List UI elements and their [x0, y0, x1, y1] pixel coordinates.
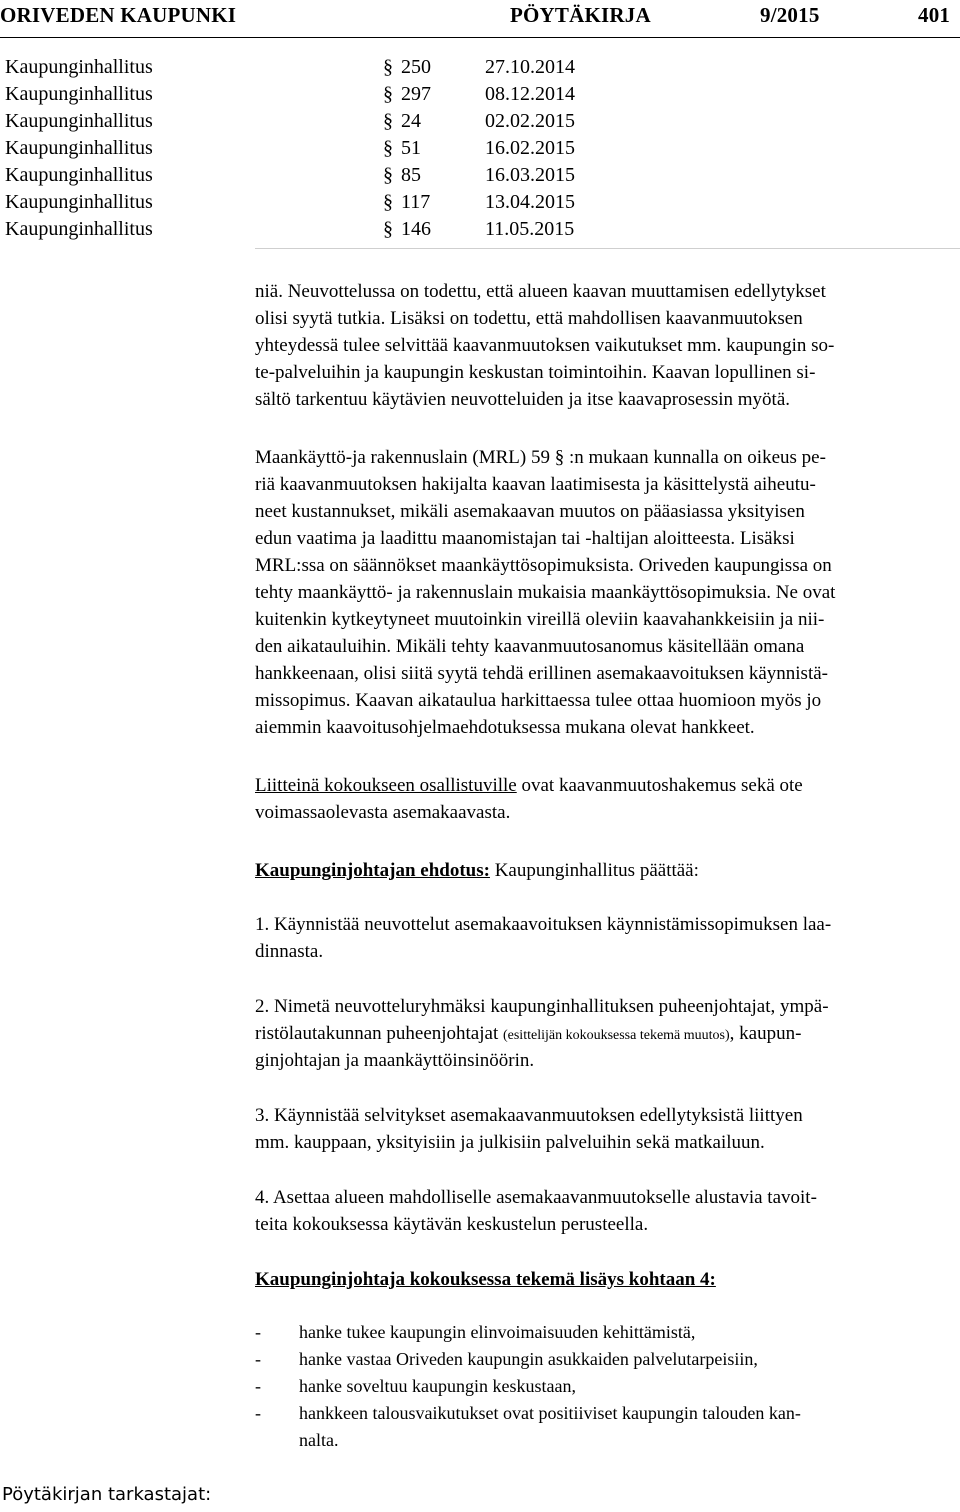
item-4-line-1: 4. Asettaa alueen mahdolliselle asemakaavanmuutokselle alustavia tavoit- — [255, 1187, 817, 1208]
item-2-line-1: 2. Nimetä neuvotteluryhmäksi kaupunginhallituksen puheenjohtajat, ympä- — [255, 996, 829, 1017]
meeting-body: Kaupunginhallitus — [5, 83, 153, 105]
bullet-dash: - — [255, 1349, 261, 1369]
meeting-date: 08.12.2014 — [485, 83, 575, 105]
meeting-date: 13.04.2015 — [485, 191, 575, 213]
section-sign: § — [383, 83, 393, 105]
section-divider — [255, 248, 960, 249]
paragraph-line: den aikatauluihin. Mikäli tehty kaavanmuutosanomus käsitellään omana — [255, 636, 805, 657]
document-type: PÖYTÄKIRJA — [510, 3, 651, 27]
section-number: 117 — [401, 191, 431, 213]
item-2-line-3: ginjohtajan ja maankäyttöinsinöörin. — [255, 1050, 535, 1071]
paragraph-line: Maankäyttö-ja rakennuslain (MRL) 59 § :n mukaan kunnalla on oikeus pe- — [255, 447, 826, 468]
section-sign: § — [383, 110, 393, 132]
proposal-label: Kaupunginjohtajan ehdotus: — [255, 860, 490, 881]
paragraph-line: kuitenkin kytkeytyneet muutoinkin vireillä oleviin kaavahankkeisiin ja nii- — [255, 609, 825, 630]
item-1-line-2: dinnasta. — [255, 941, 324, 962]
header-divider — [0, 37, 960, 38]
issue-number: 9/2015 — [760, 3, 820, 27]
bullet-dash: - — [255, 1403, 261, 1423]
section-sign: § — [383, 164, 393, 186]
paragraph-line: hankkeenaan, olisi siitä syytä tehdä erillinen asemakaavoituksen käynnistä- — [255, 663, 828, 684]
paragraph-line: niä. Neuvottelussa on todettu, että alueen kaavan muuttamisen edellytykset — [255, 281, 826, 302]
paragraph-line: missopimus. Kaavan aikataulua harkittaessa tulee ottaa huomioon myös jo — [255, 690, 822, 711]
meeting-body: Kaupunginhallitus — [5, 110, 153, 132]
bullet-dash: - — [255, 1376, 261, 1396]
bullet-text: hanke vastaa Oriveden kaupungin asukkaiden palvelutarpeisiin, — [299, 1349, 758, 1369]
section-sign: § — [383, 191, 393, 213]
paragraph-line: aiemmin kaavoitusohjelmaehdotuksessa mukana olevat hankkeet. — [255, 717, 755, 738]
bullet-text: nalta. — [299, 1430, 339, 1450]
section-number: 146 — [401, 218, 431, 240]
item-3-line-2: mm. kauppaan, yksityisiin ja julkisiin palveluihin sekä matkailuun. — [255, 1132, 765, 1153]
organization-name: ORIVEDEN KAUPUNKI — [0, 3, 237, 27]
paragraph-line: te-palveluihin ja kaupungin keskustan toimintoihin. Kaavan lopullinen si- — [255, 362, 816, 383]
bullet-dash: - — [255, 1322, 261, 1342]
addition-heading: Kaupunginjohtaja kokouksessa tekemä lisäys kohtaan 4: — [255, 1269, 716, 1290]
meeting-body: Kaupunginhallitus — [5, 137, 153, 159]
meeting-date: 02.02.2015 — [485, 110, 575, 132]
paragraph-line: sältö tarkentuu käytävien neuvotteluiden ja itse kaavaprosessin myötä. — [255, 389, 791, 410]
meeting-date: 27.10.2014 — [485, 56, 575, 78]
meeting-body: Kaupunginhallitus — [5, 56, 153, 78]
meeting-date: 16.02.2015 — [485, 137, 575, 159]
bullet-text: hanke tukee kaupungin elinvoimaisuuden kehittämistä, — [299, 1322, 696, 1342]
item-2-line-2: ristölautakunnan puheenjohtajat (esittelijän kokouksessa tekemä muutos), kaupun- — [255, 1023, 802, 1044]
paragraph-line: tehty maankäyttö- ja rakennuslain mukaisia maankäyttösopimuksia. Ne ovat — [255, 582, 836, 603]
meeting-body: Kaupunginhallitus — [5, 218, 153, 240]
section-number: 51 — [401, 137, 421, 159]
attachments-label: Liitteinä kokoukseen osallistuville — [255, 775, 517, 796]
section-sign: § — [383, 137, 393, 159]
paragraph-line: MRL:ssa on säännökset maankäyttösopimuksista. Oriveden kaupungissa on — [255, 555, 832, 576]
bullet-text: hanke soveltuu kaupungin keskustaan, — [299, 1376, 576, 1396]
section-sign: § — [383, 56, 393, 78]
meeting-date: 11.05.2015 — [485, 218, 575, 240]
paragraph-line: yhteydessä tulee selvittää kaavanmuutoksen vaikutukset mm. kaupungin so- — [255, 335, 835, 356]
attachments-line: Liitteinä kokoukseen osallistuville ovat kaavanmuutoshakemus sekä ote — [255, 775, 803, 796]
section-number: 85 — [401, 164, 421, 186]
section-number: 250 — [401, 56, 431, 78]
proposal-line: Kaupunginjohtajan ehdotus: Kaupunginhallitus päättää: — [255, 860, 699, 881]
meeting-body: Kaupunginhallitus — [5, 164, 153, 186]
attachments-line-2: voimassaolevasta asemakaavasta. — [255, 802, 511, 823]
section-sign: § — [383, 218, 393, 240]
item-4-line-2: teita kokouksessa käytävän keskustelun perusteella. — [255, 1214, 649, 1235]
paragraph-line: edun vaatima ja laadittu maanomistajan tai -haltijan aloitteesta. Lisäksi — [255, 528, 795, 549]
meeting-date: 16.03.2015 — [485, 164, 575, 186]
item-3-line-1: 3. Käynnistää selvitykset asemakaavanmuutoksen edellytyksistä liittyen — [255, 1105, 803, 1126]
bullet-text: hankkeen talousvaikutukset ovat positiiviset kaupungin talouden kan- — [299, 1403, 801, 1423]
meeting-body: Kaupunginhallitus — [5, 191, 153, 213]
item-1-line-1: 1. Käynnistää neuvottelut asemakaavoituksen käynnistämissopimuksen laa- — [255, 914, 832, 935]
section-number: 297 — [401, 83, 431, 105]
paragraph-line: riä kaavanmuutoksen hakijalta kaavan laatimisesta ja käsittelystä aiheutu- — [255, 474, 816, 495]
section-number: 24 — [401, 110, 421, 132]
paragraph-line: olisi syytä tutkia. Lisäksi on todettu, että mahdollisen kaavanmuutoksen — [255, 308, 803, 329]
paragraph-line: neet kustannukset, mikäli asemakaavan muutos on pääasiassa yksityisen — [255, 501, 805, 522]
page-number: 401 — [918, 3, 951, 27]
presenter-change-note: (esittelijän kokouksessa tekemä muutos) — [502, 1028, 730, 1043]
footer-reviewers-label: Pöytäkirjan tarkastajat: — [2, 1484, 212, 1505]
